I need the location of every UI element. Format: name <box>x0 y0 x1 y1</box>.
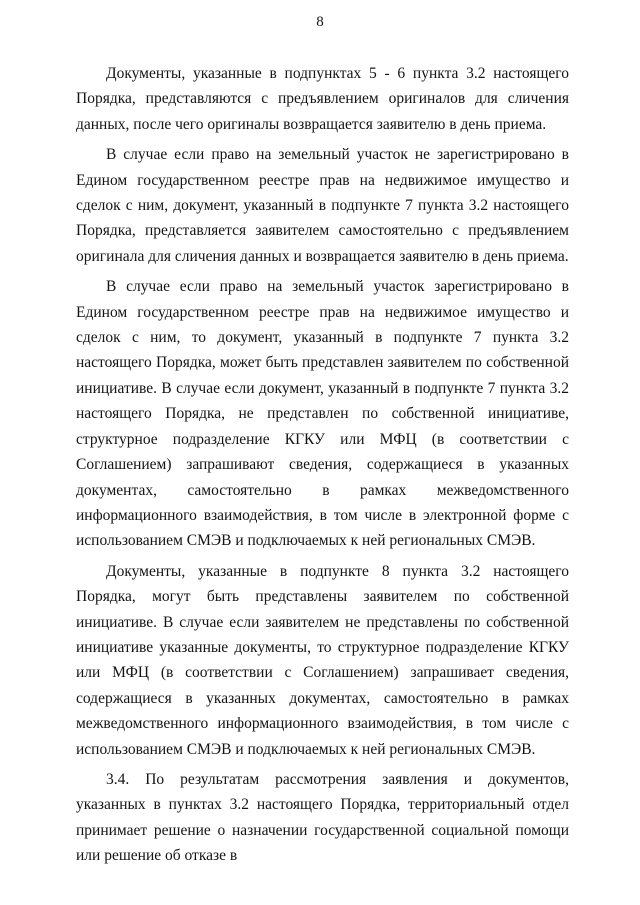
page-number: 8 <box>316 14 324 30</box>
document-body <box>76 61 569 869</box>
paragraph-unregistered-land: В случае если право на земельный участок не зарегистрировано в Едином государственном реестре прав на недвижимое имущество и сделок с ним, документ, указанный в подпункте 7 пункта 3.2 настоящего Порядка, представляется заявителем самостоятельно с предъявлением оригинала для сличения данных и возвращается заявителю в день приема. <box>76 146 569 265</box>
paragraph-originals-return: Документы, указанные в подпунктах 5 - 6 пункта 3.2 настоящего Порядка, представляются с предъявлением оригиналов для сличения данных, после чего оригиналы возвращается заявителю в день приема. <box>76 65 569 133</box>
paragraph-3-4-decision: 3.4. По результатам рассмотрения заявления и документов, указанных в пунктах 3.2 настоящего Порядка, территориальный отдел принимает решение о назначении государственной социальной помощи или решение об отказе в <box>76 770 569 865</box>
paragraph-registered-land: В случае если право на земельный участок зарегистрировано в Едином государственном реестре прав на недвижимое имущество и сделок с ним, то документ, указанный в подпункте 7 пункта 3.2 настоящего Порядка, может быть представлен заявителем по собственной инициативе. В случае если документ, указанный в подпункте 7 пункта 3.2 настоящего Порядка, не представлен по собственной инициативе, структурное подразделение КГКУ или МФЦ (в соответствии с Соглашением) запрашивают сведения, содержащиеся в указанных документах, самостоятельно в рамках межведомственного информационного взаимодействия, в том числе в электронной форме с использованием СМЭВ и подключаемых к ней региональных СМЭВ. <box>76 278 569 550</box>
paragraph-subpoint-8: Документы, указанные в подпункте 8 пункта 3.2 настоящего Порядка, могут быть представлены заявителем по собственной инициативе. В случае если заявителем не представлены по собственной инициативе указанные документы, то структурное подразделение КГКУ или МФЦ (в соответствии с Соглашением) запрашивает сведения, содержащиеся в указанных документах, самостоятельно в рамках межведомственного информационного взаимодействия, в том числе с использованием СМЭВ и подключаемых к ней региональных СМЭВ. <box>76 562 569 758</box>
